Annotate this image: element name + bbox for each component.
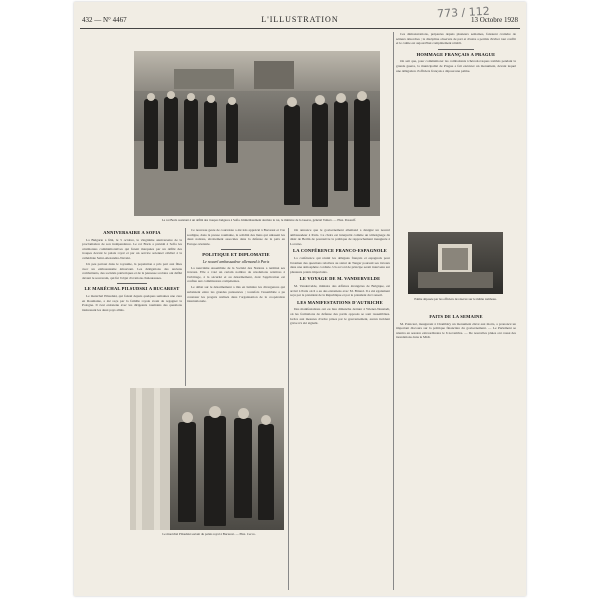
- bottom-photo-caption: Le maréchal Pilsudski sortant du palais royal à Bucarest. — Phot. Cecco.: [162, 532, 256, 536]
- paragraph: M. Poincaré, inaugurant à Chambéry un monument élevé aux morts, a prononcé un important discours sur la politique financière du gouvernement. — Le Parlement se réunira en session extraordinaire le 6 novembre. — De nouvelles pluies ont causé des inondations dans le Midi.: [396, 321, 516, 340]
- paragraph: On sait que, pour commémorer les combattants tchécoslovaques tombés pendant la grande guerre, la municipalité de Prague a fait exécuter un monument, devant lequel une délégation d'officiers français a déposé une palme.: [396, 59, 516, 73]
- newspaper-page: [74, 2, 526, 596]
- column-1: [82, 228, 182, 386]
- paragraph: Le débat sur le désarmement a mis en lumière les divergences qui subsistent entre les grandes puissances ; toutefois l'assemblée a pu constater les progrès réalisés dans l'organisation de la coopération internationale.: [187, 285, 285, 304]
- heading-voyage: LE VOYAGE DE M. VANDERVELDE: [299, 276, 381, 282]
- heading-anniversaire: ANNIVERSAIRE A SOFIA: [103, 230, 161, 235]
- paragraph: On annonce que le gouvernement allemand a désigné un nouvel ambassadeur à Paris. Ce choix est interprété comme un témoignage du désir de Berlin de poursuivre la politique de rapprochement inaugurée à Locarno.: [290, 228, 390, 246]
- issue-date: 13 Octobre 1928: [470, 16, 518, 24]
- paragraph: Ce nouveau geste de courtoisie a été très apprécié à Bucarest et l'on souligne, dans la presse roumaine, la solidité des liens qui unissent les deux nations, étroitement associées dans la défense de la paix en Europe orientale.: [187, 228, 285, 246]
- paragraph: Un peu partout dans le royaume, la population a pris part aux fêtes avec un enthousiasme émouvant. Les délégations des anciens combattants, des sociétés patriotiques et de la jeunesse scolaire ont défilé devant le souverain, qui fut l'objet d'ovations chaleureuses.: [82, 262, 182, 280]
- paragraph: Ces démonstrations, préparées depuis plusieurs semaines, faisaient craindre de sérieux désordres ; la discipline observée de part et d'autre a permis d'éviter tout conflit et le calme est aujourd'hui complètement rétabli.: [396, 32, 516, 46]
- paragraph: Le maréchal Pilsudski, qui faisait depuis quelques semaines une cure en Roumanie, a été reçu par la famille royale avant de regagner la Pologne. Il s'est entretenu avec les dirigeants roumains des questions intéressant les deux pays alliés.: [82, 294, 182, 312]
- paragraph: Des manifestations ont eu lieu dimanche dernier à Wiener-Neustadt, où les formations de défense des partis opposés se sont rassemblées. Grâce aux mesures d'ordre prises par le gouvernement, aucun incident grave n'a été signalé.: [290, 307, 390, 326]
- column-2: [187, 228, 285, 386]
- paragraph: M. Vandervelde, ministre des Affaires étrangères de Belgique, est arrivé à Paris où il a eu des entretiens avec M. Briand. Il a été également reçu par le président de la République et par le président du Conseil.: [290, 283, 390, 298]
- separator: [438, 49, 474, 50]
- separator: [221, 249, 250, 250]
- bottom-photo: [130, 388, 284, 530]
- top-photo-caption: Le roi Boris assistant à un défilé des troupes bulgares à Sofia. Immédiatement derrière le roi, le ministre de la Guerre, général Volkov. — Phot. Pesaroff.: [161, 218, 357, 222]
- right-photo-caption: Palme déposée par les officiers de réserve sur le même tombeau.: [414, 297, 497, 301]
- paragraph: La Bulgarie a fêté, le 5 octobre, le vingtième anniversaire de la proclamation de son indépendance. Le roi Boris a présidé à Sofia les cérémonies commémoratives qui furent marquées par un défilé des troupes devant le palais royal et par un service solennel célébré à la cathédrale Saint-Alexandre-Nevski.: [82, 237, 182, 260]
- top-photo: [134, 51, 380, 216]
- handwritten-note: 773 / 112: [436, 4, 491, 21]
- paragraph: La neuvième Assemblée de la Société des Nations a terminé ses travaux. Elle a voté un certain nombre de résolutions relatives à l'arbitrage, à la sécurité et au désarmement, dont l'application est confiée aux commissions compétentes.: [187, 265, 285, 284]
- column-4-lower: [396, 312, 516, 590]
- header-rule: [80, 28, 520, 29]
- separator: [117, 283, 147, 284]
- paragraph: La conférence qui réunit les délégués français et espagnols pour l'examen des questions relatives au statut de Tanger poursuit ses travaux dans une atmosphère cordiale. Un accord de principe serait intervenu sur plusieurs points importants.: [290, 255, 390, 274]
- subheading-politique: Le nouvel ambassadeur allemand à Paris: [202, 258, 270, 264]
- heading-politique: POLITIQUE ET DIPLOMATIE: [202, 252, 270, 258]
- column-rule: [393, 32, 394, 590]
- heading-faits: FAITS DE LA SEMAINE: [429, 314, 483, 319]
- column-4: [396, 32, 516, 202]
- column-rule: [185, 228, 186, 386]
- heading-manifestations: LES MANIFESTATIONS D'AUTRICHE: [297, 299, 383, 305]
- column-rule: [288, 228, 289, 590]
- column-3: [290, 228, 390, 590]
- heading-hommage: HOMMAGE FRANÇAIS A PRAGUE: [416, 51, 496, 57]
- page-number: 432 — N° 4467: [82, 16, 127, 24]
- masthead: L'ILLUSTRATION: [261, 15, 339, 24]
- right-photo: [408, 232, 503, 294]
- heading-conference: LA CONFÉRENCE FRANCO-ESPAGNOLE: [293, 248, 387, 254]
- heading-pilsudski: LE MARÉCHAL PILSUDSKI A BUCAREST: [84, 286, 180, 292]
